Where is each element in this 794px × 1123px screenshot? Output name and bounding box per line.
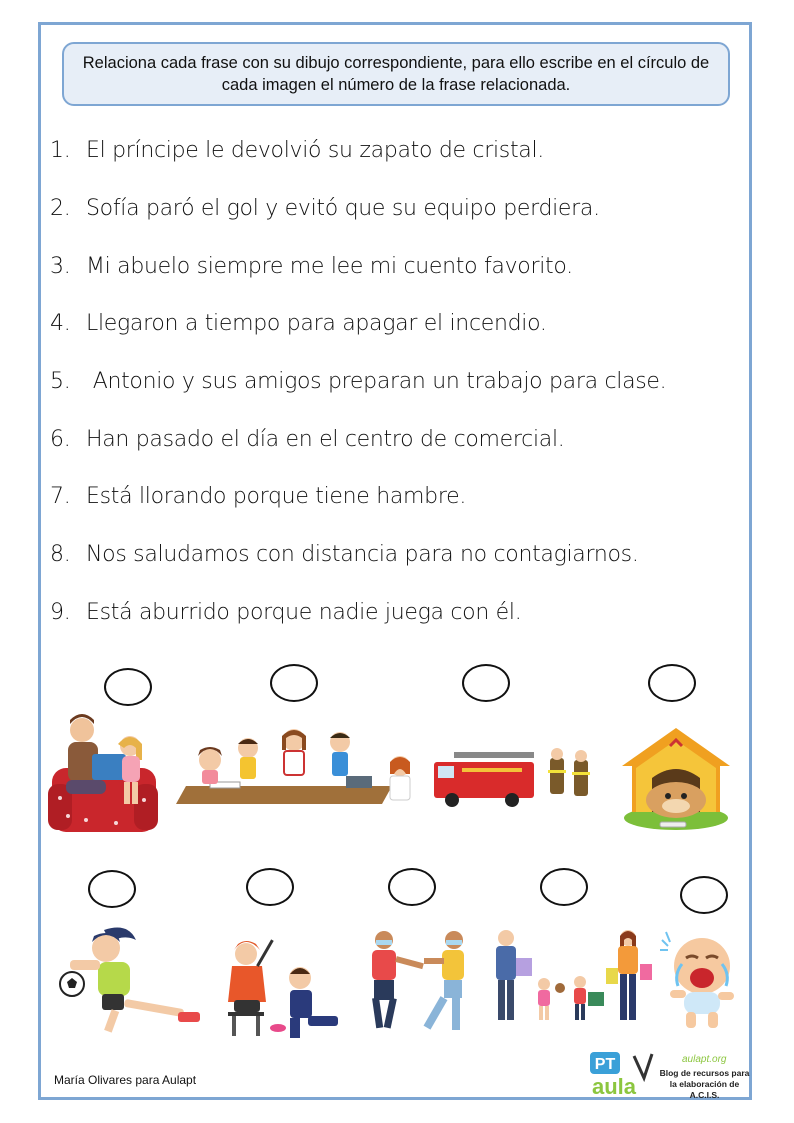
sentence-number: 3. bbox=[50, 253, 71, 279]
answer-circle[interactable] bbox=[680, 876, 728, 914]
sentence-text: Está llorando porque tiene hambre. bbox=[86, 484, 467, 510]
sentence-list bbox=[50, 122, 750, 641]
sentence-text: Sofía paró el gol y evitó que su equipo perdiera. bbox=[86, 196, 600, 222]
sentence-number: 7. bbox=[50, 484, 71, 510]
answer-circle[interactable] bbox=[88, 870, 136, 908]
sentence-text: Está aburrido porque nadie juega con él. bbox=[86, 599, 522, 625]
sentence-text: Han pasado el día en el centro de comercial. bbox=[86, 426, 565, 452]
sentence-text: Nos saludamos con distancia para no contagiarnos. bbox=[86, 542, 639, 568]
sentence-5 bbox=[50, 353, 750, 411]
instruction-box bbox=[62, 42, 730, 106]
family-shopping-icon bbox=[488, 928, 656, 1026]
answer-circle[interactable] bbox=[648, 664, 696, 702]
sentence-8 bbox=[50, 526, 750, 584]
logo-pt-text: PT bbox=[594, 1056, 616, 1073]
crying-baby-icon bbox=[660, 930, 744, 1032]
blog-description: Blog de recursos para la elaboración de A.C.I.S. bbox=[659, 1068, 750, 1100]
instruction-text: Relaciona cada frase con su dibujo correspondiente, para ello escribe en el círculo de cada imagen el número de la frase relacionada. bbox=[82, 54, 710, 94]
answer-circle[interactable] bbox=[462, 664, 510, 702]
sentence-7 bbox=[50, 468, 750, 526]
sentence-text: Antonio y sus amigos preparan un trabajo para clase. bbox=[86, 369, 667, 395]
answer-circle[interactable] bbox=[246, 868, 294, 906]
sentence-number: 9. bbox=[50, 599, 71, 625]
sentence-9 bbox=[50, 584, 750, 642]
sentence-number: 2. bbox=[50, 196, 71, 222]
bored-dog-icon bbox=[620, 726, 732, 832]
blog-url: aulapt.org bbox=[682, 1054, 727, 1065]
sentence-number: 8. bbox=[50, 542, 71, 568]
answer-circle[interactable] bbox=[270, 664, 318, 702]
grandfather-reading-icon bbox=[46, 708, 160, 836]
children-studying-icon bbox=[176, 724, 416, 808]
sentence-2 bbox=[50, 180, 750, 238]
sentence-1 bbox=[50, 122, 750, 180]
answer-circle[interactable] bbox=[388, 868, 436, 906]
sentence-number: 4. bbox=[50, 311, 71, 337]
sentence-number: 6. bbox=[50, 426, 71, 452]
sentence-3 bbox=[50, 237, 750, 295]
goalkeeper-girl-icon bbox=[48, 922, 208, 1040]
prince-shoe-icon bbox=[216, 932, 352, 1042]
sentence-text: Llegaron a tiempo para apagar el incendio. bbox=[86, 311, 547, 337]
firefighters-truck-icon bbox=[432, 748, 602, 808]
sentence-4 bbox=[50, 295, 750, 353]
aulapt-logo-icon bbox=[590, 1052, 656, 1098]
distance-greeting-icon bbox=[362, 926, 474, 1038]
sentence-6 bbox=[50, 410, 750, 468]
sentence-number: 5. bbox=[50, 369, 71, 395]
answer-circle[interactable] bbox=[104, 668, 152, 706]
sentence-text: Mi abuelo siempre me lee mi cuento favorito. bbox=[86, 253, 573, 279]
logo-aula-text: aula bbox=[592, 1074, 637, 1098]
sentence-text: El príncipe le devolvió su zapato de cristal. bbox=[86, 138, 544, 164]
sentence-number: 1. bbox=[50, 138, 71, 164]
answer-circle[interactable] bbox=[540, 868, 588, 906]
author-credit: María Olivares para Aulapt bbox=[54, 1073, 197, 1087]
